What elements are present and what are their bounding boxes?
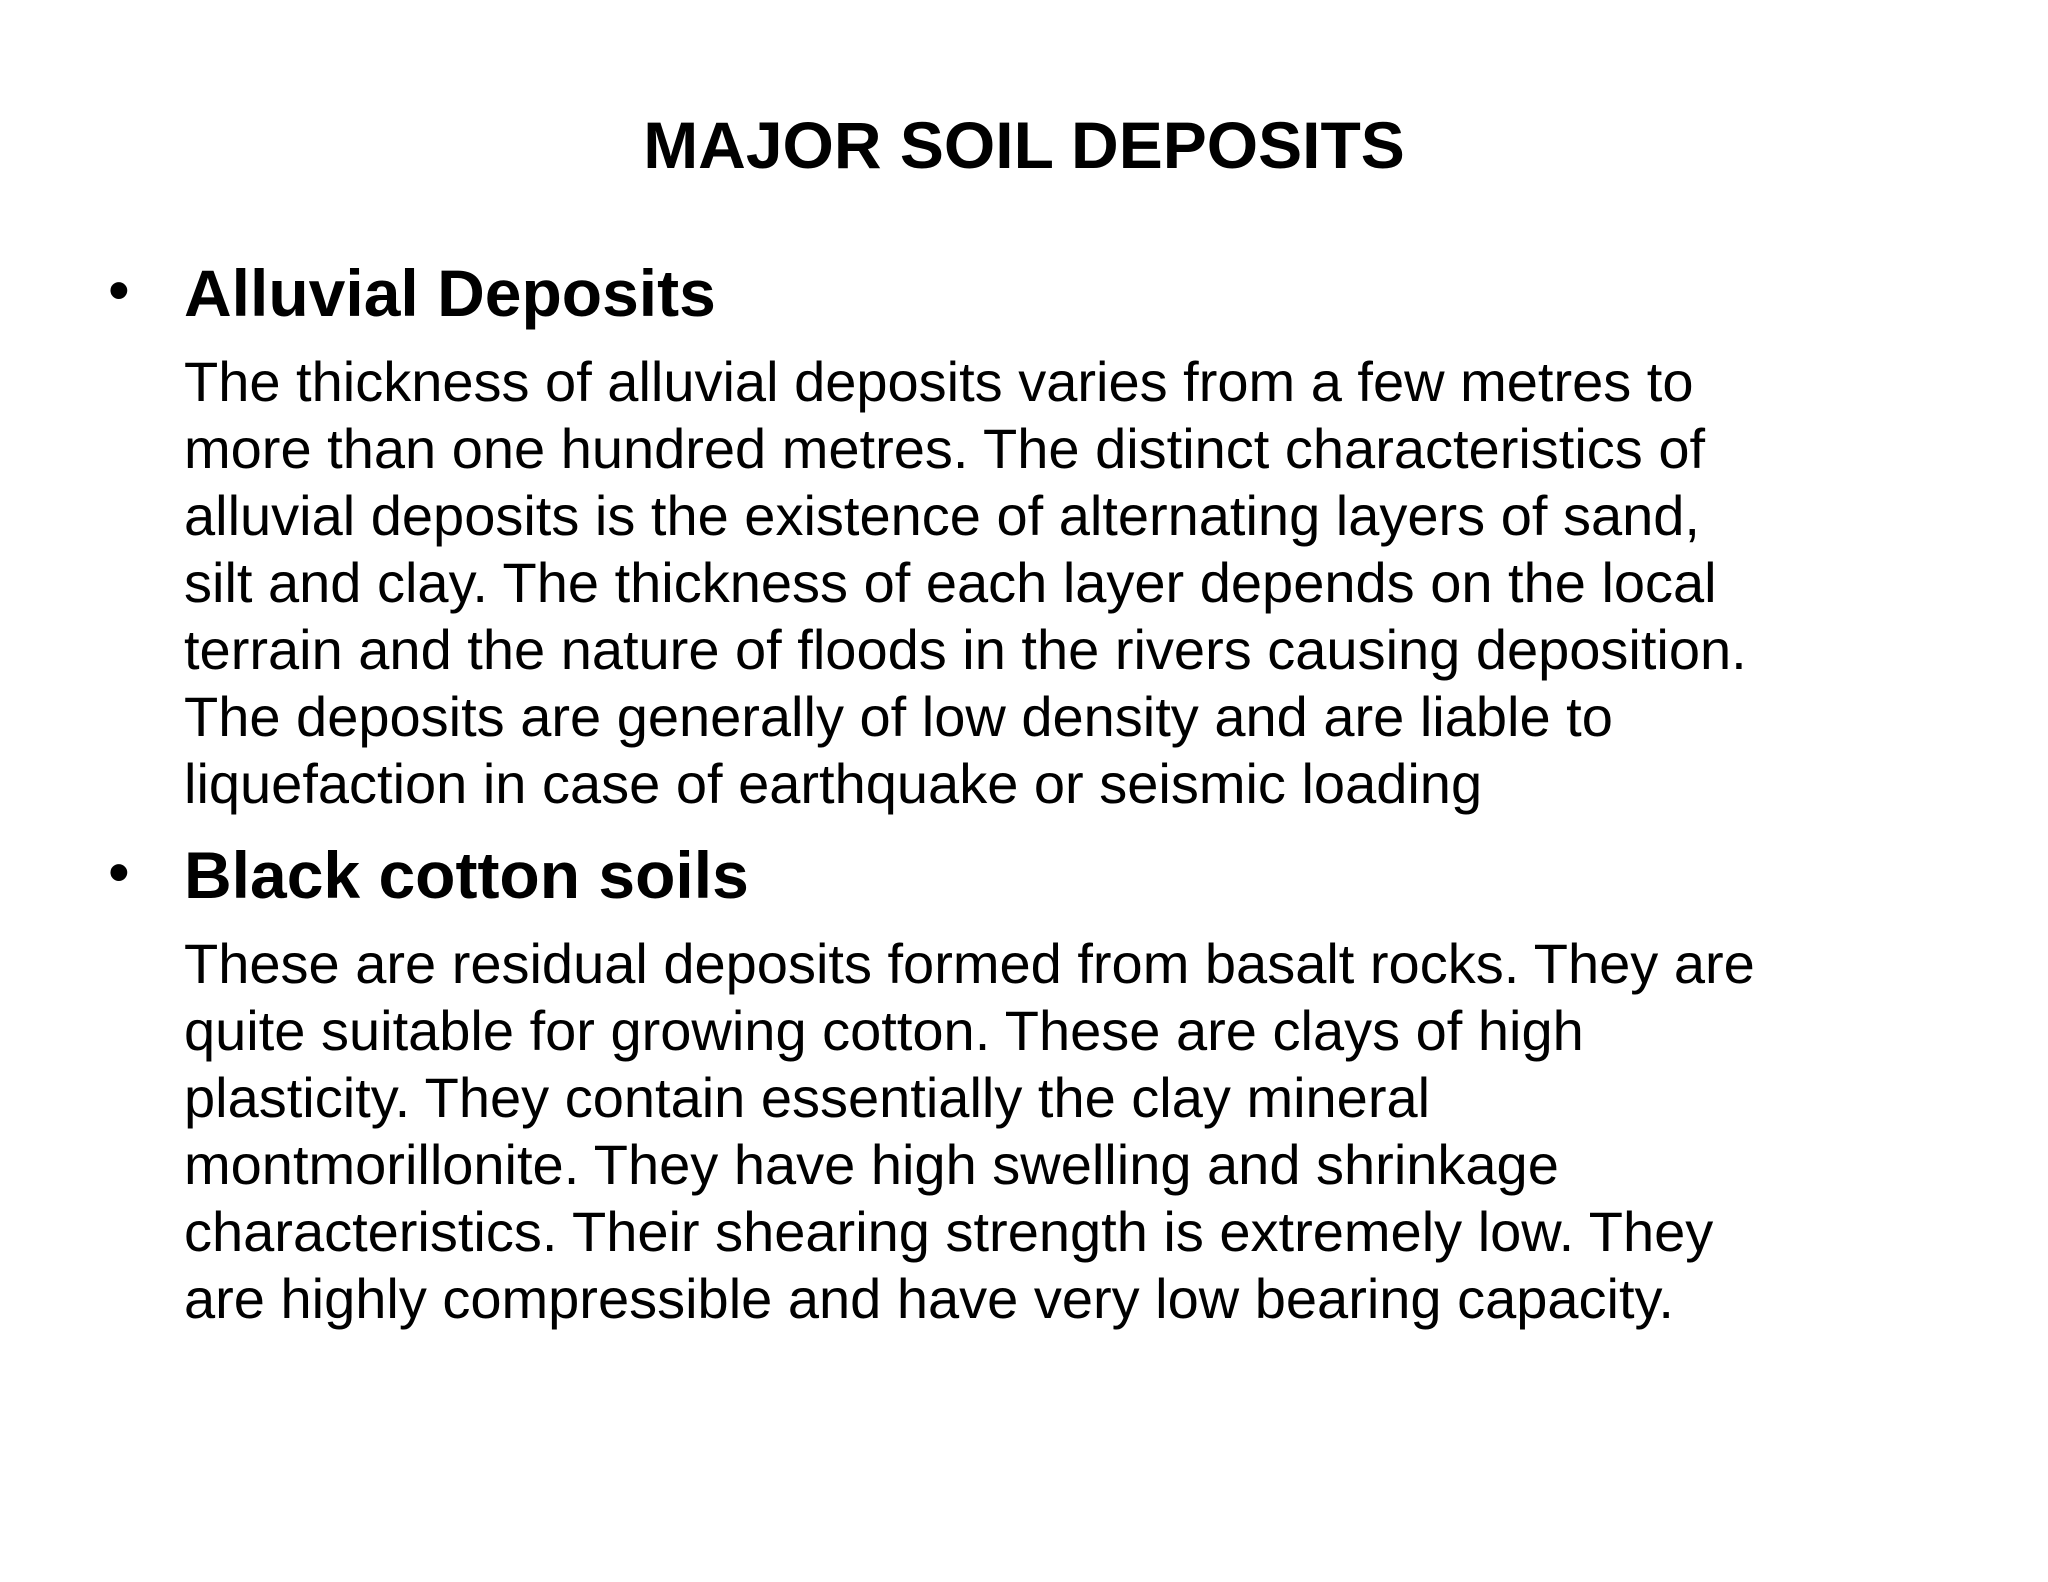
body-line: These are residual deposits formed from basalt rocks. They are: [184, 932, 1755, 995]
body-line: characteristics. Their shearing strength is extremely low. They: [184, 1200, 1714, 1263]
bullet-marker: •: [108, 838, 130, 907]
body-line: alluvial deposits is the existence of alternating layers of sand,: [184, 484, 1700, 547]
section-body: [184, 348, 1747, 817]
body-line: are highly compressible and have very low bearing capacity.: [184, 1267, 1674, 1330]
body-line: montmorillonite. They have high swelling and shrinkage: [184, 1133, 1559, 1196]
section-heading: Alluvial Deposits: [184, 256, 716, 330]
body-line: terrain and the nature of floods in the rivers causing deposition.: [184, 618, 1747, 681]
section-heading: Black cotton soils: [184, 838, 749, 912]
body-line: quite suitable for growing cotton. These are clays of high: [184, 999, 1584, 1062]
section-body: [184, 930, 1755, 1332]
page-title: MAJOR SOIL DEPOSITS: [643, 108, 1405, 182]
bullet-marker: •: [108, 256, 130, 325]
body-line: The thickness of alluvial deposits varies from a few metres to: [184, 350, 1694, 413]
body-line: more than one hundred metres. The distinct characteristics of: [184, 417, 1706, 480]
body-line: silt and clay. The thickness of each layer depends on the local: [184, 551, 1717, 614]
body-line: The deposits are generally of low density and are liable to: [184, 685, 1613, 748]
body-line: plasticity. They contain essentially the clay mineral: [184, 1066, 1431, 1129]
body-line: liquefaction in case of earthquake or seismic loading: [184, 752, 1483, 815]
